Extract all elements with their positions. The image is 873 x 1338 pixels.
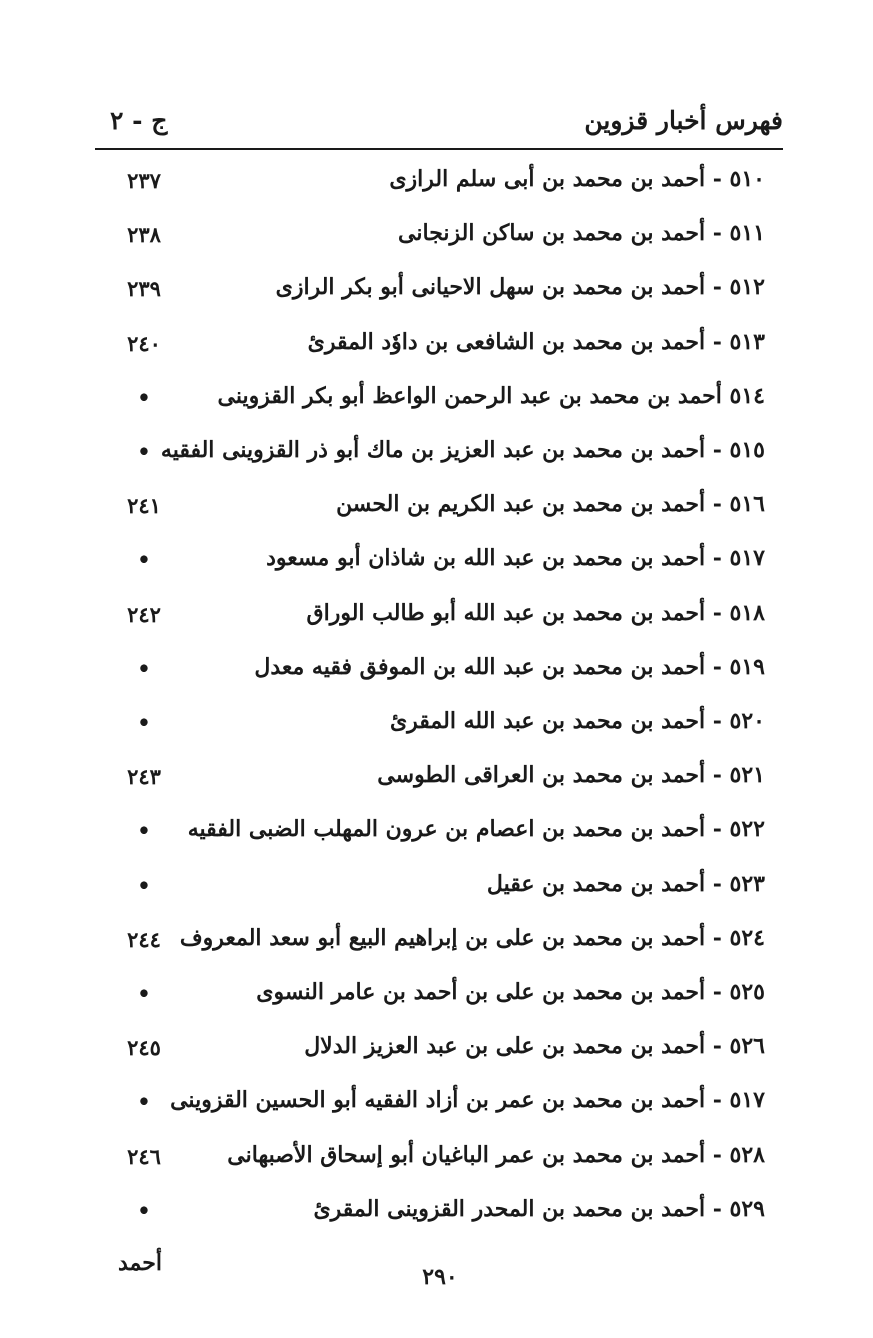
entry-text: ٥١٣ - أحمد بن محمد بن الشافعى بن داوٗد المقرئ xyxy=(307,328,765,355)
index-entry-row xyxy=(95,539,783,583)
entry-page-ref: • xyxy=(137,1197,151,1223)
index-entry-row xyxy=(95,648,783,692)
index-entry-row xyxy=(95,865,783,909)
index-entry-row xyxy=(95,1190,783,1234)
index-entry-row xyxy=(95,1136,783,1180)
volume-label: ج - ٢ xyxy=(110,106,168,135)
entry-text: ٥١٦ - أحمد بن محمد بن عبد الكريم بن الحسن xyxy=(336,491,765,518)
entry-text: ٥٢٩ - أحمد بن محمد بن المحدر القزوينى المقرئ xyxy=(313,1195,765,1222)
index-entry-row xyxy=(95,485,783,529)
page-number: ٢٩٠ xyxy=(422,1264,458,1290)
index-entry-row xyxy=(95,810,783,854)
entry-page-ref: • xyxy=(137,981,151,1006)
index-entry-row xyxy=(95,1081,783,1125)
running-title: فهرس أخبار قزوين xyxy=(584,106,783,135)
index-entry-row xyxy=(95,431,783,475)
entry-page-ref: ٢٤١ xyxy=(127,493,161,519)
entry-text: ٥٢١ - أحمد بن محمد بن العراقى الطوسى xyxy=(377,762,765,789)
index-entry-row xyxy=(95,702,783,746)
entry-text: ٥٢٥ - أحمد بن محمد بن على بن أحمد بن عامر النسوى xyxy=(256,979,765,1005)
index-entry-row xyxy=(95,323,783,367)
entry-page-ref: • xyxy=(137,818,151,844)
entry-text: ٥١٨ - أحمد بن محمد بن عبد الله أبو طالب الوراق xyxy=(306,599,765,626)
entry-text: ٥١٧ - أحمد بن محمد بن عمر بن أزاد الفقيه أبو الحسين القزوينى xyxy=(170,1087,765,1114)
entry-text: ٥٢٨ - أحمد بن محمد بن عمر الباغيان أبو إسحاق الأصبهانى xyxy=(227,1141,765,1168)
entry-page-ref: • xyxy=(137,710,151,735)
entry-text: ٥١٤ أحمد بن محمد بن عبد الرحمن الواعظ أبو بكر القزوينى xyxy=(217,382,765,409)
entry-page-ref: • xyxy=(137,547,151,573)
entry-page-ref: • xyxy=(137,655,151,681)
entry-text: ٥٢٦ - أحمد بن محمد بن على بن عبد العزيز الدلال xyxy=(304,1033,765,1060)
index-entry-row xyxy=(95,1027,783,1071)
header-rule xyxy=(95,148,783,150)
index-entry-row xyxy=(95,160,783,204)
entry-text: ٥١٥ - أحمد بن محمد بن عبد العزيز بن ماك أبو ذر القزوينى الفقيه xyxy=(160,437,765,463)
entry-text: ٥١١ - أحمد بن محمد بن ساكن الزنجانى xyxy=(398,220,765,247)
entry-page-ref: ٢٣٨ xyxy=(127,222,161,248)
entry-text: ٥١٢ - أحمد بن محمد بن سهل الاحيانى أبو بكر الرازى xyxy=(275,274,765,301)
entry-page-ref: ٢٤٦ xyxy=(127,1143,161,1169)
entry-page-ref: ٢٣٩ xyxy=(127,276,161,302)
entry-text: ٥١٠ - أحمد بن محمد بن أبى سلم الرازى xyxy=(389,166,765,192)
entry-text: ٥٢٢ - أحمد بن محمد بن اعصام بن عرون المهلب الضبى الفقيه xyxy=(187,816,765,843)
entry-page-ref: ٢٤٠ xyxy=(127,330,161,356)
entry-page-ref: • xyxy=(137,1089,151,1115)
index-entry-row xyxy=(95,919,783,963)
entry-page-ref: • xyxy=(137,384,151,410)
index-entry-row xyxy=(95,973,783,1017)
entry-text: ٥٢٠ - أحمد بن محمد بن عبد الله المقرئ xyxy=(389,708,765,734)
entry-text: ٥١٧ - أحمد بن محمد بن عبد الله بن شاذان أبو مسعود xyxy=(266,545,765,572)
entry-page-ref: • xyxy=(137,439,151,464)
index-entry-row xyxy=(95,377,783,421)
entry-page-ref: ٢٤٤ xyxy=(127,926,161,952)
entry-page-ref: ٢٤٣ xyxy=(127,764,161,790)
entry-page-ref: • xyxy=(137,872,151,898)
index-entry-row xyxy=(95,214,783,258)
entry-text: ٥١٩ - أحمد بن محمد بن عبد الله بن الموفق فقيه معدل xyxy=(254,653,765,680)
index-entry-row xyxy=(95,756,783,800)
entry-text: ٥٢٤ - أحمد بن محمد بن على بن إبراهيم البيع أبو سعد المعروف xyxy=(179,924,765,951)
index-entry-row xyxy=(95,594,783,638)
entry-page-ref: ٢٤٥ xyxy=(127,1035,161,1061)
entry-page-ref: ٢٤٢ xyxy=(127,601,161,627)
entry-text: ٥٢٣ - أحمد بن محمد بن عقيل xyxy=(486,870,765,897)
page-header xyxy=(95,100,783,146)
entry-page-ref: ٢٣٧ xyxy=(127,168,161,193)
index-entry-row xyxy=(95,268,783,312)
catchword: أحمد xyxy=(118,1250,162,1276)
